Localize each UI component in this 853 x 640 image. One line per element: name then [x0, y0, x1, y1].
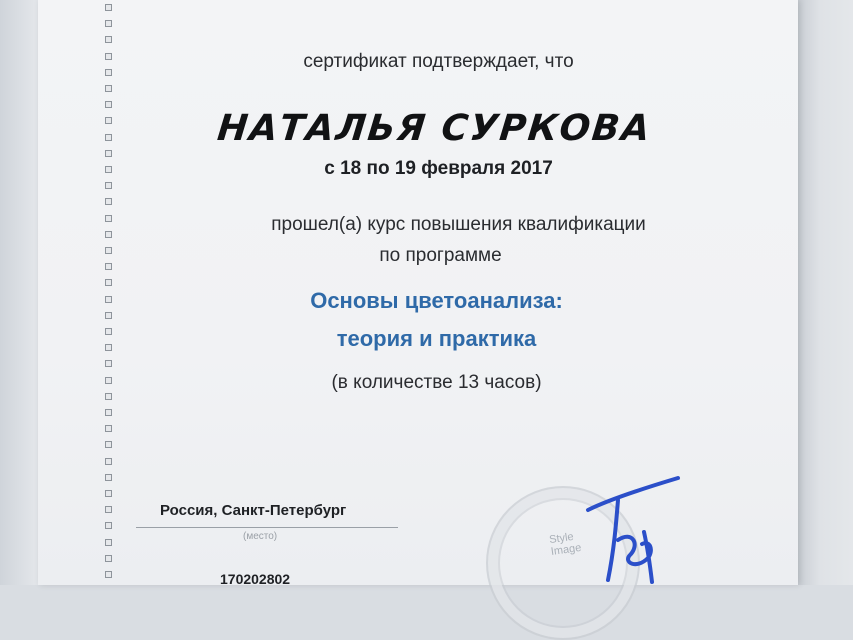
- binder-hole: [105, 4, 112, 11]
- binder-hole: [105, 458, 112, 465]
- binder-hole: [105, 409, 112, 416]
- program-label: по программе: [379, 245, 502, 266]
- place-underline: [136, 527, 398, 528]
- signature-stroke: [588, 478, 678, 582]
- binder-hole: [105, 20, 112, 27]
- course-title-line-1: Основы цветоанализа:: [310, 288, 563, 313]
- place-caption: (место): [243, 531, 278, 542]
- binder-hole: [105, 85, 112, 92]
- binder-hole: [105, 360, 112, 367]
- binder-hole: [105, 522, 112, 529]
- binder-hole: [105, 555, 112, 562]
- course-title-line-2: теория и практика: [336, 326, 537, 351]
- binder-hole: [105, 150, 112, 157]
- binder-hole: [105, 279, 112, 286]
- signature-icon: [578, 470, 688, 585]
- binder-hole: [105, 182, 112, 189]
- binder-hole: [105, 571, 112, 578]
- course-dates: с 18 по 19 февраля 2017: [324, 158, 553, 179]
- binder-hole: [105, 198, 112, 205]
- binder-hole: [105, 490, 112, 497]
- seal-text-line-2: Image: [550, 541, 583, 559]
- seal-text-line-1: Style: [548, 530, 575, 547]
- completed-course-line: прошел(а) курс повышения квалификации: [271, 214, 646, 235]
- course-hours: (в количестве 13 часов): [331, 372, 542, 393]
- binder-hole: [105, 441, 112, 448]
- binder-hole: [105, 506, 112, 513]
- certificate-intro: сертификат подтверждает, что: [303, 51, 574, 72]
- binder-hole: [105, 425, 112, 432]
- issue-place: Россия, Санкт-Петербург: [160, 502, 347, 519]
- certificate-number: 170202802: [220, 571, 291, 587]
- binder-hole: [105, 539, 112, 546]
- binder-hole: [105, 36, 112, 43]
- binder-hole: [105, 474, 112, 481]
- recipient-name: НАТАЛЬЯ СУРКОВА: [215, 108, 654, 149]
